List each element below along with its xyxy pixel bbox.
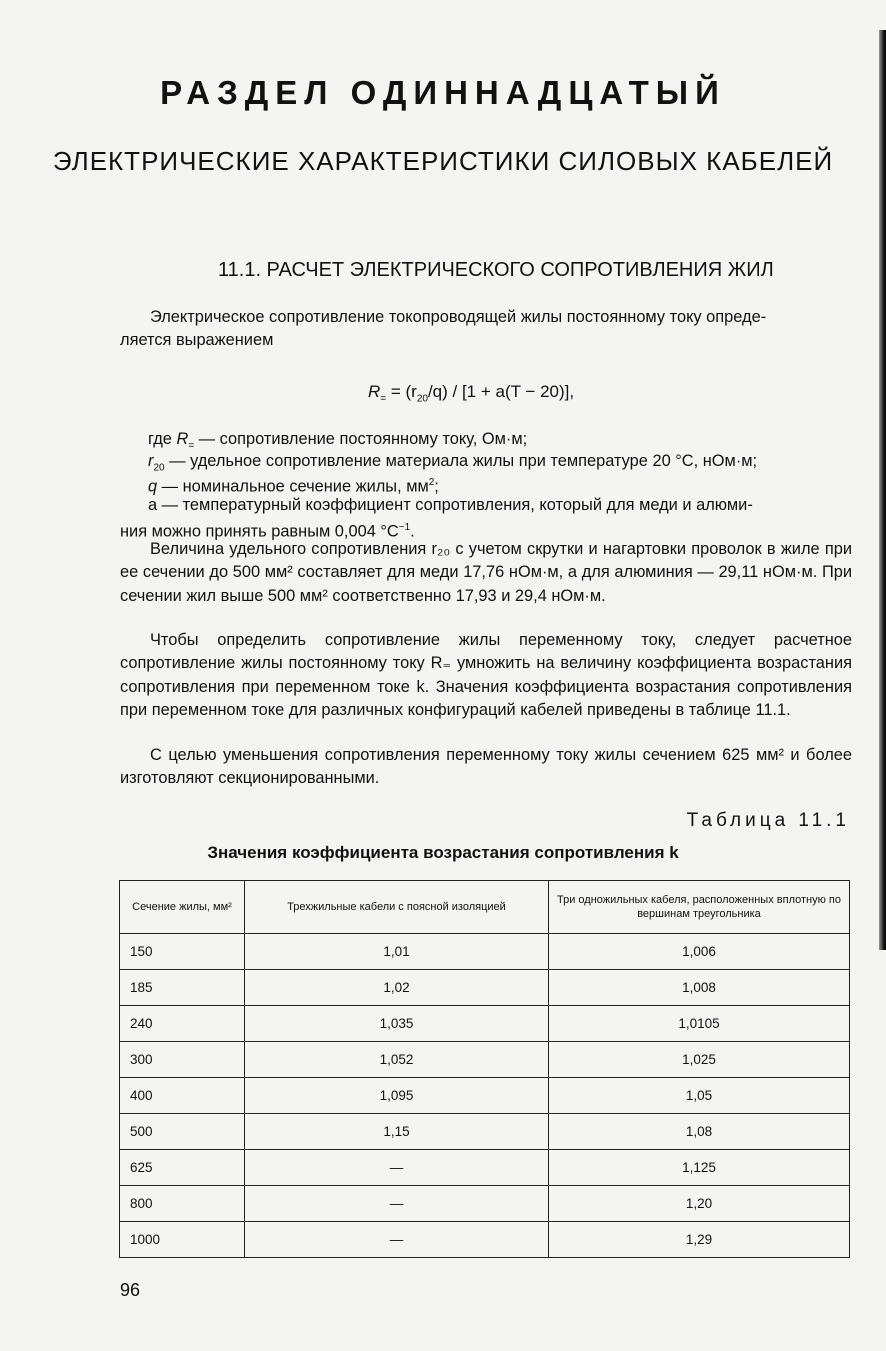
cell-section: 1000 <box>120 1222 245 1258</box>
paragraph-resistivity <box>120 538 852 608</box>
paragraph-1-text: Величина удельного сопротивления r₂₀ с учетом скрутки и нагартовки проволок в жиле при ее сечении до 500 мм² составляет для меди 17,76 нОм·м, а для алюминия — 29,11 нОм·м. При сечении жил выше 500 мм² соответственно 17,93 и 29,4 нОм·м. <box>120 540 852 605</box>
table-label: Таблица 11.1 <box>686 810 850 831</box>
cell-single-core: 1,20 <box>549 1186 850 1222</box>
def-4-sup: −1 <box>398 522 411 533</box>
cell-single-core: 1,125 <box>549 1150 850 1186</box>
intro-line-1: Электрическое сопротивление токопроводящей жилы постоянному току опреде- <box>150 308 767 326</box>
paragraph-2-text: Чтобы определить сопротивление жилы переменному току, следует расчетное сопротивление жилы постоянному току R₌ умножить на величину коэффициента возрастания сопротивления при переменном токе k. Значения коэффициента возрастания сопротивления при переменном токе для различных конфигураций кабелей приведены в таблице 11.1. <box>120 631 852 720</box>
cell-section: 400 <box>120 1078 245 1114</box>
cell-section: 800 <box>120 1186 245 1222</box>
cell-three-core: — <box>245 1150 549 1186</box>
coefficient-table <box>119 880 850 1258</box>
def-4-end: . <box>410 522 415 541</box>
table-row <box>120 1222 850 1258</box>
table-row <box>120 1186 850 1222</box>
def-3-symbol: q <box>148 477 158 496</box>
header-three-single-core: Три одножильных кабеля, расположенных вплотную по вершинам треугольника <box>549 881 850 934</box>
header-cross-section: Сечение жилы, мм² <box>120 881 245 934</box>
cell-section: 500 <box>120 1114 245 1150</box>
cell-three-core: 1,15 <box>245 1114 549 1150</box>
cell-three-core: 1,01 <box>245 934 549 970</box>
cell-single-core: 1,0105 <box>549 1006 850 1042</box>
intro-paragraph <box>120 306 852 353</box>
paragraph-ac-resistance <box>120 629 852 723</box>
formula-lhs-sub: = <box>380 393 387 405</box>
table-row <box>120 1114 850 1150</box>
def-2-symbol: r <box>148 452 154 470</box>
def-3-sup: 2 <box>428 477 435 488</box>
cell-single-core: 1,29 <box>549 1222 850 1258</box>
chapter-subtitle: ЭЛЕКТРИЧЕСКИЕ ХАРАКТЕРИСТИКИ СИЛОВЫХ КАБЕЛЕЙ <box>52 146 834 176</box>
cell-section: 240 <box>120 1006 245 1042</box>
cell-section: 300 <box>120 1042 245 1078</box>
def-1-symbol: R <box>176 430 189 448</box>
cell-section: 150 <box>120 934 245 970</box>
header-three-core: Трехжильные кабели с поясной изоляцией <box>245 881 549 934</box>
table-row <box>120 1078 850 1114</box>
definition-alpha <box>148 494 852 516</box>
table-row <box>120 970 850 1006</box>
intro-line-2: ляется выражением <box>120 331 274 350</box>
table-row <box>120 1150 850 1186</box>
table-row <box>120 934 850 970</box>
formula-sub-20: 20 <box>416 393 428 405</box>
def-1-sub: = <box>188 440 195 452</box>
cell-single-core: 1,008 <box>549 970 850 1006</box>
formula-body-1: = (r <box>386 382 417 401</box>
paragraph-3-text: С целью уменьшения сопротивления переменному току жилы сечением 625 мм² и более изготовляют секционированными. <box>120 746 852 788</box>
def-2-text: — удельное сопротивление материала жилы при температуре 20 °С, нОм·м; <box>164 452 758 470</box>
def-3-end: ; <box>434 477 439 496</box>
def-1-text: — сопротивление постоянному току, Ом·м; <box>194 430 528 448</box>
section-title: РАЗДЕЛ ОДИННАДЦАТЫЙ <box>160 74 726 111</box>
def-4-line-1: a — температурный коэффициент сопротивления, который для меди и алюми- <box>148 496 753 514</box>
cell-three-core: 1,052 <box>245 1042 549 1078</box>
def-3-text: — номинальное сечение жилы, мм <box>157 477 429 496</box>
cell-three-core: 1,02 <box>245 970 549 1006</box>
def-4-line-2: ния можно принять равным 0,004 °С <box>120 522 399 541</box>
table-row <box>120 1042 850 1078</box>
paragraph-sectioned <box>120 744 852 791</box>
resistance-formula <box>368 382 574 404</box>
cell-three-core: — <box>245 1186 549 1222</box>
cell-three-core: 1,035 <box>245 1006 549 1042</box>
subsection-heading: 11.1. РАСЧЕТ ЭЛЕКТРИЧЕСКОГО СОПРОТИВЛЕНИЯ ЖИЛ <box>218 259 774 281</box>
def-prefix: где <box>148 430 177 448</box>
table-header-row <box>120 881 850 934</box>
formula-lhs: R <box>368 382 381 401</box>
cell-section: 185 <box>120 970 245 1006</box>
cell-single-core: 1,006 <box>549 934 850 970</box>
page-number: 96 <box>120 1280 141 1300</box>
table-title: Значения коэффициента возрастания сопротивления k <box>207 843 679 862</box>
formula-body-2: /q) / [1 + a(T − 20)], <box>427 382 575 401</box>
cell-section: 625 <box>120 1150 245 1186</box>
def-2-sub: 20 <box>153 462 165 474</box>
cell-three-core: — <box>245 1222 549 1258</box>
table-row <box>120 1006 850 1042</box>
cell-single-core: 1,025 <box>549 1042 850 1078</box>
cell-three-core: 1,095 <box>245 1078 549 1114</box>
cell-single-core: 1,05 <box>549 1078 850 1114</box>
cell-single-core: 1,08 <box>549 1114 850 1150</box>
